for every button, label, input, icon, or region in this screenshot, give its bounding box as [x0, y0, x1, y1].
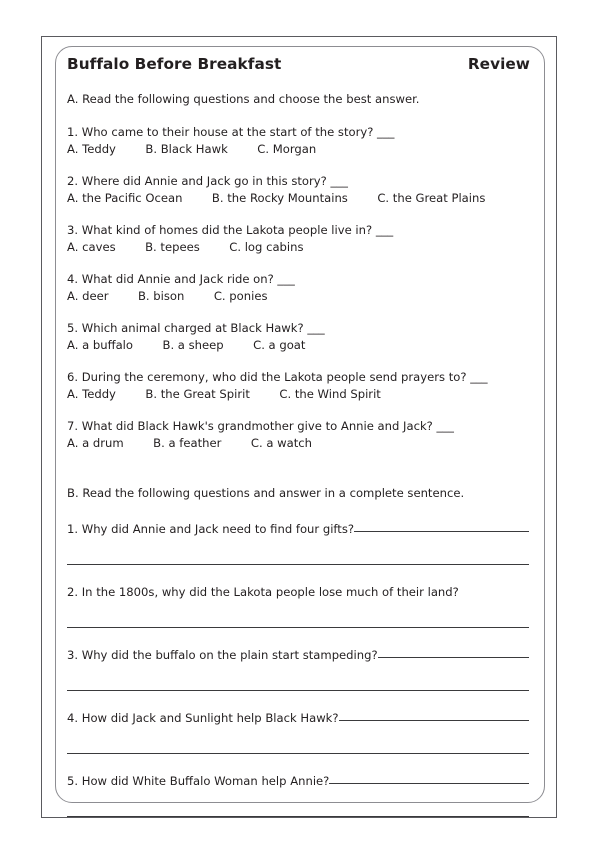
multiple-choice-item — [67, 321, 531, 353]
answer-options[interactable]: A. deer B. bison C. ponies — [67, 288, 268, 303]
answer-options[interactable]: A. a drum B. a feather C. a watch — [67, 436, 312, 451]
question-prompt-row — [67, 711, 529, 726]
answer-options[interactable]: A. caves B. tepees C. log cabins — [67, 239, 304, 254]
question-prompt: 2. Where did Annie and Jack go in this story? ___ — [67, 173, 348, 188]
answer-write-line[interactable] — [67, 564, 529, 565]
answer-write-line[interactable] — [67, 816, 529, 817]
question-prompt: 3. What kind of homes did the Lakota people live in? ___ — [67, 222, 394, 237]
multiple-choice-item — [67, 272, 531, 304]
multiple-choice-item — [67, 125, 531, 157]
answer-write-line[interactable] — [354, 531, 529, 532]
question-prompt: 4. What did Annie and Jack ride on? ___ — [67, 271, 295, 286]
question-prompt: 2. In the 1800s, why did the Lakota people lose much of their land? — [67, 585, 459, 599]
free-response-item — [67, 711, 531, 754]
question-prompt-row — [67, 522, 529, 537]
answer-options[interactable]: A. a buffalo B. a sheep C. a goat — [67, 338, 306, 353]
section-a — [67, 92, 531, 451]
worksheet-type-label: Review — [467, 55, 530, 73]
answer-write-line[interactable] — [67, 690, 529, 691]
multiple-choice-item — [67, 174, 531, 206]
question-prompt-row — [67, 648, 529, 663]
worksheet-header — [67, 46, 531, 73]
question-prompt: 1. Why did Annie and Jack need to find four gifts? — [67, 521, 355, 536]
free-response-item — [67, 522, 531, 565]
multiple-choice-item — [67, 419, 531, 451]
free-response-item — [67, 585, 531, 628]
worksheet-content — [67, 46, 531, 803]
question-prompt: 1. Who came to their house at the start of the story? ___ — [67, 124, 395, 139]
answer-write-line[interactable] — [329, 783, 529, 784]
multiple-choice-question-list — [67, 125, 531, 452]
section-b — [67, 486, 531, 817]
answer-write-line[interactable] — [67, 627, 529, 628]
answer-write-line[interactable] — [67, 753, 529, 754]
answer-options[interactable]: A. Teddy B. Black Hawk C. Morgan — [67, 141, 317, 156]
free-response-question-list — [67, 522, 531, 817]
question-prompt: 3. Why did the buffalo on the plain start stampeding? — [67, 648, 378, 663]
question-prompt-row — [67, 585, 529, 600]
multiple-choice-item — [67, 370, 531, 402]
section-a-directions: A. Read the following questions and choose the best answer. — [67, 92, 420, 106]
question-prompt-row — [67, 774, 529, 789]
free-response-item — [67, 648, 531, 691]
free-response-item — [67, 774, 531, 817]
answer-write-line[interactable] — [378, 657, 529, 658]
page-title: Buffalo Before Breakfast — [67, 55, 282, 73]
answer-write-line[interactable] — [339, 720, 529, 721]
question-prompt: 5. Which animal charged at Black Hawk? ___ — [67, 321, 325, 336]
answer-options[interactable]: A. the Pacific Ocean B. the Rocky Mountains C. the Great Plains — [67, 190, 486, 205]
question-prompt: 6. During the ceremony, who did the Lakota people send prayers to? ___ — [67, 370, 488, 385]
question-prompt: 7. What did Black Hawk's grandmother give to Annie and Jack? ___ — [67, 419, 454, 434]
multiple-choice-item — [67, 223, 531, 255]
question-prompt: 4. How did Jack and Sunlight help Black Hawk? — [67, 711, 339, 726]
answer-options[interactable]: A. Teddy B. the Great Spirit C. the Wind Spirit — [67, 387, 381, 402]
question-prompt: 5. How did White Buffalo Woman help Annie? — [67, 774, 330, 789]
section-b-directions: B. Read the following questions and answer in a complete sentence. — [67, 486, 465, 501]
